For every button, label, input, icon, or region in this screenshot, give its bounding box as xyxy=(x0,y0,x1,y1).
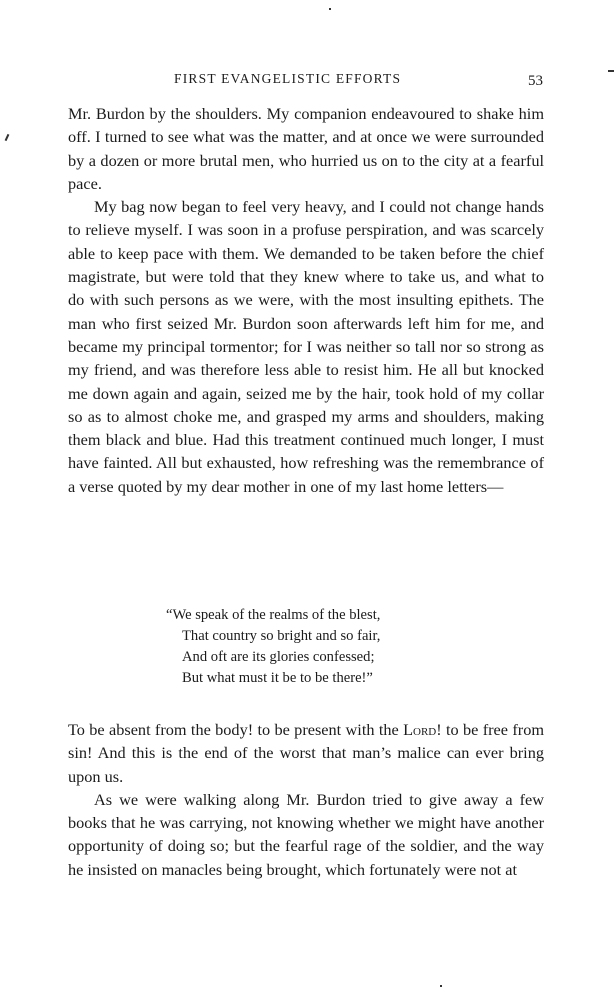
scan-speck-top xyxy=(329,8,331,10)
text-run: ! to be free from sin! And this is the end of the worst that man’s malice can ever bring upon us. xyxy=(68,720,544,786)
text-block-upper xyxy=(68,102,544,498)
scan-speck-bottom xyxy=(440,985,442,987)
poem-line: But what must it be to be there!” xyxy=(182,670,373,686)
small-caps-lord: Lord xyxy=(403,720,437,739)
poem-line: “We speak of the realms of the blest, xyxy=(166,607,381,623)
running-title: FIRST EVANGELISTIC EFFORTS xyxy=(174,71,402,86)
scan-speck-right xyxy=(608,70,614,72)
paragraph-continued: Mr. Burdon by the shoulders. My companion endeavoured to shake him off. I turned to see what was the matter, and at once we were surrounded by a dozen or more brutal men, who hurried us on to the city at a fearful pace. xyxy=(68,104,544,193)
text-run: To be absent from the body! to be present with the xyxy=(68,720,404,739)
poem-quotation xyxy=(166,605,380,689)
page-number: 53 xyxy=(528,73,543,89)
paragraph-bag-heavy: My bag now began to feel very heavy, and I could not change hands to relieve myself. I was soon in a profuse perspiration, and was scarcely able to keep pace with them. We demanded to be taken before the chief magistrate, but were told that they knew where to take us, and what to do with such persons as we were, with the most insulting epithets. The man who first seized Mr. Burdon soon afterwards left him for me, and became my principal tormentor; for I was neither so tall nor so strong as my friend, and was therefore less able to resist him. He all but knocked me down again and again, seized me by the hair, took hold of my collar so as to almost choke me, and grasped my arms and shoulders, making them black and blue. Had this treatment continued much longer, I must have fainted. All but exhausted, how refreshing was the remembrance of a verse quoted by my dear mother in one of my last home letters— xyxy=(68,197,544,496)
scan-speck-left xyxy=(5,134,10,141)
paragraph-absent-from-body xyxy=(68,718,544,788)
poem-line: And oft are its glories confessed; xyxy=(182,649,375,665)
poem-line: That country so bright and so fair, xyxy=(182,628,381,644)
paragraph-walking-along: As we were walking along Mr. Burdon tried to give away a few books that he was carrying, not knowing whether we might have another opportunity of doing so; but the fearful rage of the soldier, and the way he insisted on manacles being brought, which fortunately were not at xyxy=(68,789,544,879)
text-block-lower xyxy=(68,718,544,881)
